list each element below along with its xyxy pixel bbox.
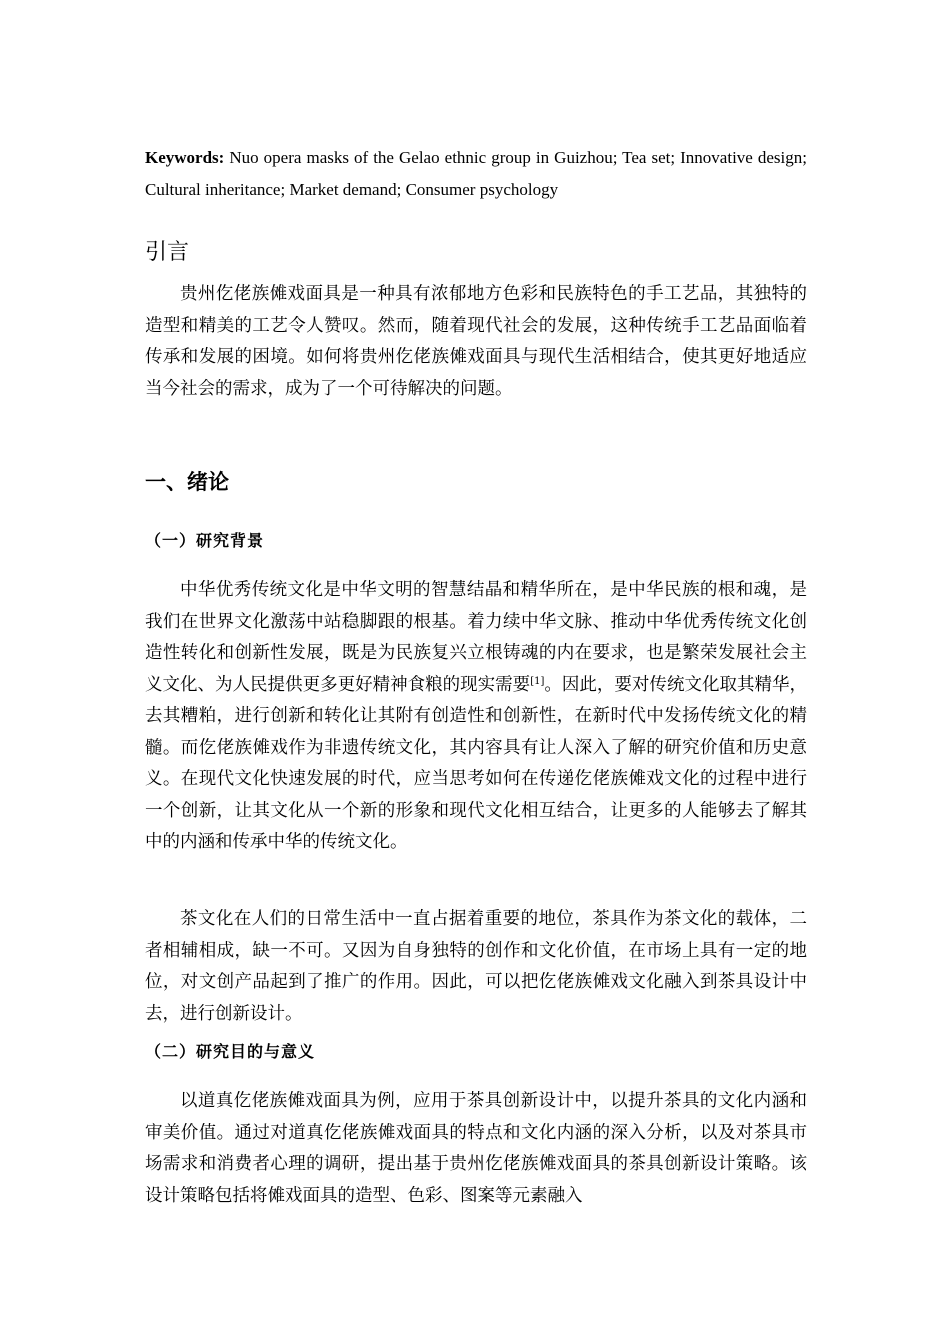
background-text-after-ref: 。因此，要对传统文化取其精华，去其糟粕，进行创新和转化让其附有创造性和创新性，在新时代中发扬传统文化的精髓。而仡佬族傩戏作为非遗传统文化，其内容具有让人深入了解的研究价值和历史意义。在现代文化快速发展的时代，应当思考如何在传递仡佬族傩戏文化的过程中进行一个创新，让其文化从一个新的形象和现代文化相互结合，让更多的人能够去了解其中的内涵和传承中华的传统文化。: [145, 674, 808, 852]
keywords-text: Nuo opera masks of the Gelao ethnic group in Guizhou; Tea set; Innovative design; Cultural inheritance; Market demand; Consumer psychology: [145, 148, 807, 199]
background-paragraph-2: 茶文化在人们的日常生活中一直占据着重要的地位，茶具作为茶文化的载体，二者相辅相成，缺一不可。又因为自身独特的创作和文化价值，在市场上具有一定的地位，对文创产品起到了推广的作用。因此，可以把仡佬族傩戏文化融入到茶具设计中去，进行创新设计。: [145, 909, 807, 1024]
keywords-label: Keywords:: [145, 148, 225, 167]
background-paragraph-1: [145, 575, 807, 859]
chapter-heading: 一、绪论: [145, 470, 229, 494]
intro-heading: 引言: [145, 240, 190, 265]
section-heading-purpose: （二）研究目的与意义: [145, 1042, 316, 1061]
purpose-paragraph-1: 以道真仡佬族傩戏面具为例，应用于茶具创新设计中，以提升茶具的文化内涵和审美价值。通过对道真仡佬族傩戏面具的特点和文化内涵的深入分析，以及对茶具市场需求和消费者心理的调研，提出基于贵州仡佬族傩戏面具的茶具创新设计策略。该设计策略包括将傩戏面具的造型、色彩、图案等元素融入: [145, 1091, 807, 1206]
section-heading-background: （一）研究背景: [145, 531, 265, 550]
background-text-before-ref: 中华优秀传统文化是中华文明的智慧结晶和精华所在，是中华民族的根和魂，是我们在世界文化激荡中站稳脚跟的根基。着力续中华文脉、推动中华优秀传统文化创造性转化和创新性发展，既是为民族复兴立根铸魂的内在要求，也是繁荣发展社会主义文化、为人民提供更多更好精神食粮的现实需要: [145, 580, 807, 695]
citation-ref[interactable]: [1]: [530, 675, 545, 687]
keywords-paragraph: [145, 142, 807, 206]
intro-paragraph: 贵州仡佬族傩戏面具是一种具有浓郁地方色彩和民族特色的手工艺品，其独特的造型和精美的工艺令人赞叹。然而，随着现代社会的发展，这种传统手工艺品面临着传承和发展的困境。如何将贵州仡佬族傩戏面具与现代生活相结合，使其更好地适应当今社会的需求，成为了一个可待解决的问题。: [145, 284, 807, 399]
